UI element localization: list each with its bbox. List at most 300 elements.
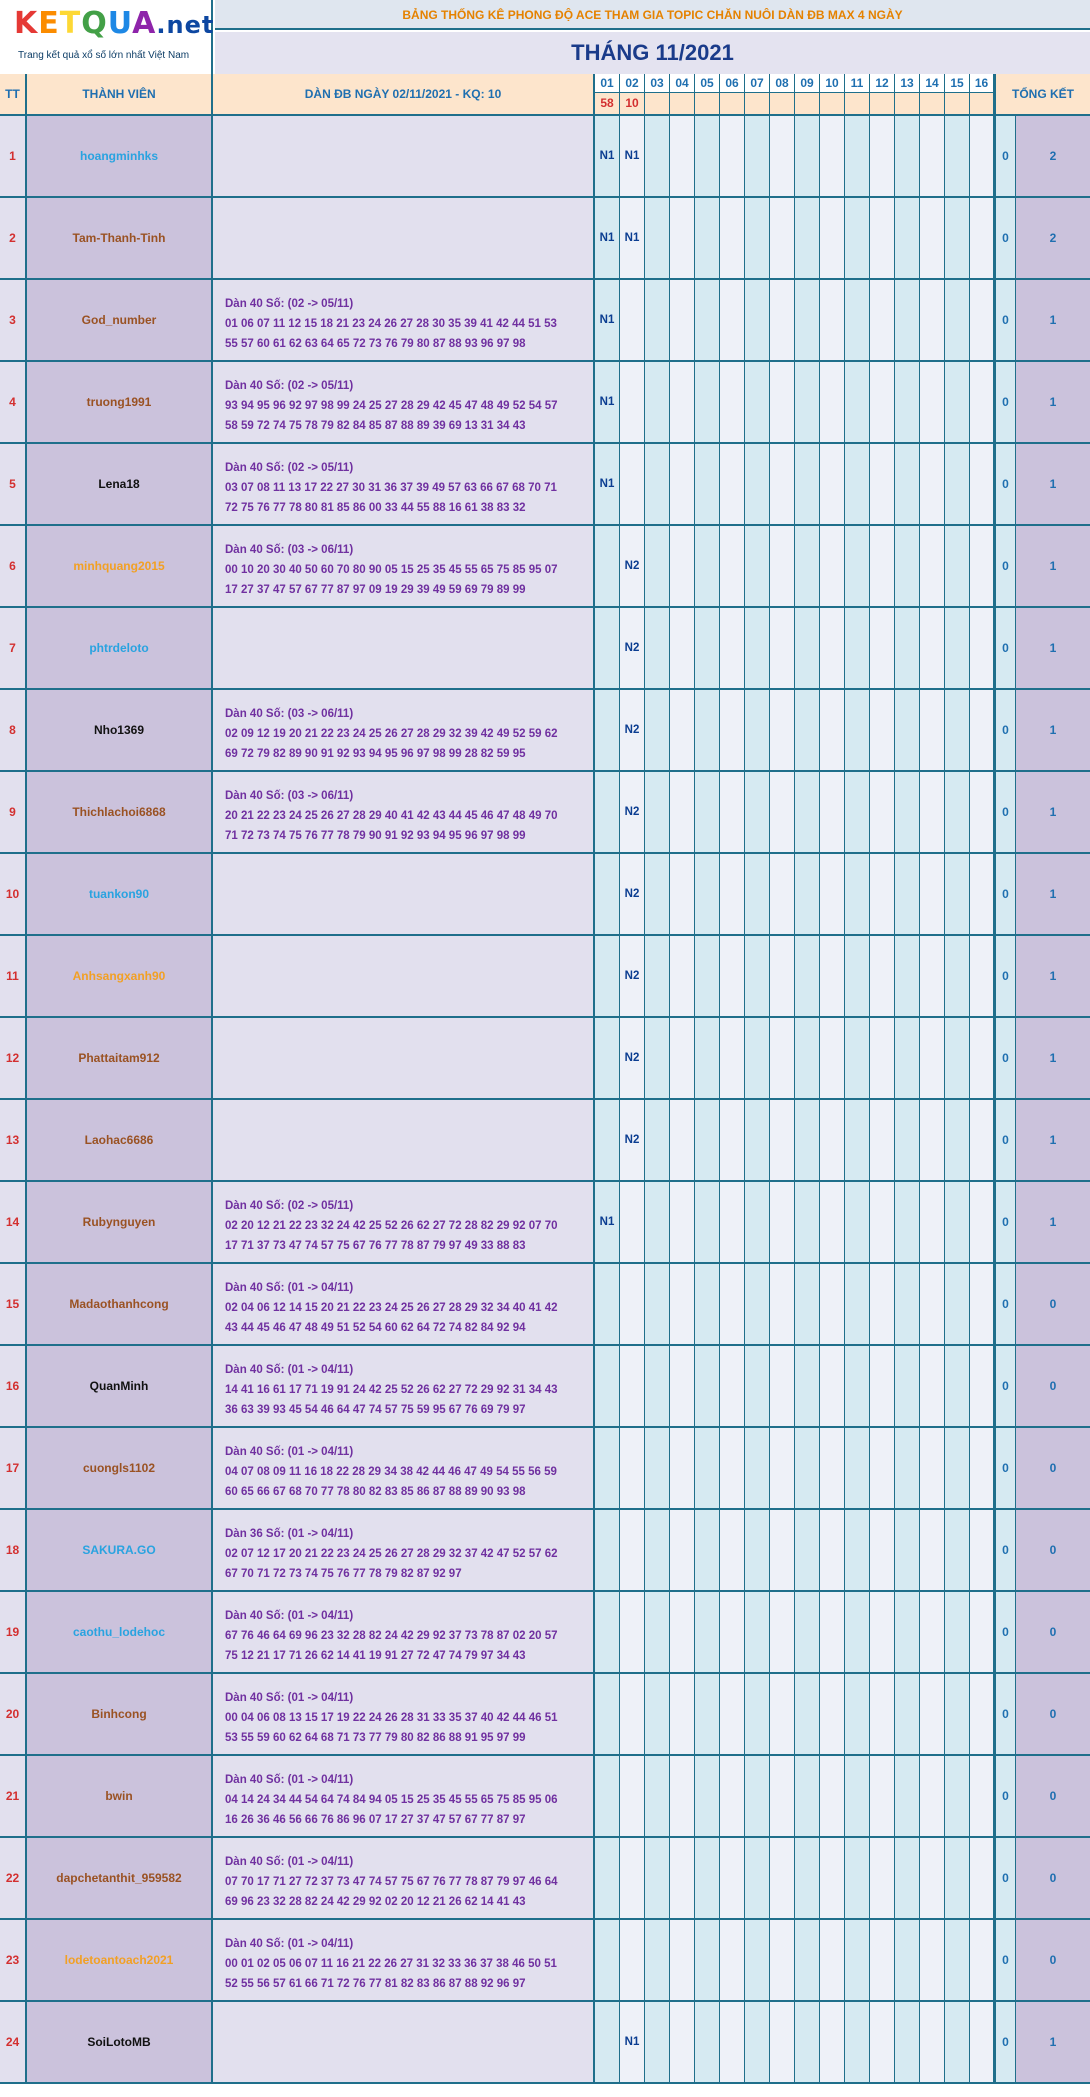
day-cell [795, 280, 820, 360]
member-name[interactable]: caothu_lodehoc [27, 1592, 213, 1672]
day-cell [670, 1018, 695, 1098]
day-cell [695, 936, 720, 1016]
dan-title: Dàn 40 Số: (03 -> 06/11) [225, 544, 354, 556]
day-cell [945, 1838, 970, 1918]
day-cell [970, 444, 994, 524]
day-cell [595, 1920, 620, 2000]
day-header [845, 74, 870, 116]
total-score: 2 [1016, 198, 1090, 278]
dan-numbers [213, 1100, 595, 1180]
row-index: 14 [0, 1182, 27, 1262]
day-cell [970, 362, 994, 442]
dan-numbers [213, 2002, 595, 2082]
miss-count: 0 [994, 1346, 1016, 1426]
dan-numbers [213, 854, 595, 934]
header-member: THÀNH VIÊN [27, 74, 213, 116]
day-cell [620, 362, 645, 442]
day-cell [695, 198, 720, 278]
day-cell [845, 1838, 870, 1918]
day-cell [645, 116, 670, 196]
day-cell [695, 1018, 720, 1098]
miss-count: 0 [994, 1592, 1016, 1672]
member-name[interactable]: Madaothanhcong [27, 1264, 213, 1344]
day-cell [620, 1182, 645, 1262]
day-header [695, 74, 720, 116]
dan-line: 71 72 73 74 75 76 77 78 79 90 91 92 93 94 95 96 97 98 99 [225, 830, 526, 842]
day-cell [970, 116, 994, 196]
day-cell [645, 690, 670, 770]
miss-count: 0 [994, 1428, 1016, 1508]
dan-numbers [213, 1510, 595, 1590]
day-cell [920, 1756, 945, 1836]
day-cell [595, 1756, 620, 1836]
day-cell [870, 116, 895, 196]
day-cell [795, 2002, 820, 2082]
day-cell [695, 772, 720, 852]
day-cell [895, 1346, 920, 1426]
day-cell [595, 2002, 620, 2082]
day-cell [670, 1756, 695, 1836]
day-cell [945, 936, 970, 1016]
day-cell [595, 1264, 620, 1344]
day-cell [895, 1756, 920, 1836]
member-name[interactable]: tuankon90 [27, 854, 213, 934]
day-cell [970, 1346, 994, 1426]
day-cell [920, 198, 945, 278]
table-row [0, 1920, 1090, 2002]
dan-line: 58 59 72 74 75 78 79 82 84 85 87 88 89 39 69 13 31 34 43 [225, 420, 526, 432]
member-name[interactable]: hoangminhks [27, 116, 213, 196]
dan-line: 14 41 16 61 17 71 19 91 24 42 25 52 26 62 27 72 29 92 31 34 43 [225, 1384, 558, 1396]
day-cell [620, 1838, 645, 1918]
member-name[interactable]: Tam-Thanh-Tinh [27, 198, 213, 278]
member-name[interactable]: phtrdeloto [27, 608, 213, 688]
member-name[interactable]: minhquang2015 [27, 526, 213, 606]
table-row [0, 444, 1090, 526]
day-cell [795, 444, 820, 524]
day-cell [870, 526, 895, 606]
day-cell [645, 1510, 670, 1590]
day-result [745, 93, 769, 114]
day-cell [595, 608, 620, 688]
dan-title: Dàn 40 Số: (01 -> 04/11) [225, 1282, 354, 1294]
site-logo[interactable] [0, 0, 213, 74]
day-cell [620, 1756, 645, 1836]
day-cell [670, 608, 695, 688]
day-cell [820, 936, 845, 1016]
day-cell [745, 1838, 770, 1918]
day-cell [820, 362, 845, 442]
dan-numbers [213, 1920, 595, 2000]
day-cell [695, 1756, 720, 1836]
day-cell [670, 1592, 695, 1672]
day-cell [770, 1018, 795, 1098]
dan-numbers [213, 198, 595, 278]
day-cell [970, 2002, 994, 2082]
dan-title: Dàn 40 Số: (02 -> 05/11) [225, 1200, 354, 1212]
day-cell [770, 362, 795, 442]
day-number: 01 [595, 74, 619, 93]
day-number: 06 [720, 74, 744, 93]
day-cell [970, 1920, 994, 2000]
row-index: 23 [0, 1920, 27, 2000]
day-cell: N1 [595, 362, 620, 442]
day-cell [770, 1838, 795, 1918]
member-name[interactable]: SAKURA.GO [27, 1510, 213, 1590]
row-index: 13 [0, 1100, 27, 1180]
day-cell [720, 1264, 745, 1344]
day-cell [695, 1346, 720, 1426]
day-cell [720, 444, 745, 524]
member-name[interactable]: Nho1369 [27, 690, 213, 770]
dan-numbers [213, 1018, 595, 1098]
row-index: 12 [0, 1018, 27, 1098]
total-score: 1 [1016, 362, 1090, 442]
day-cell [770, 1346, 795, 1426]
dan-title: Dàn 40 Số: (01 -> 04/11) [225, 1692, 354, 1704]
member-name[interactable]: Binhcong [27, 1674, 213, 1754]
member-name[interactable]: Lena18 [27, 444, 213, 524]
day-cell [920, 1592, 945, 1672]
day-cell [795, 526, 820, 606]
dan-line: 17 27 37 47 57 67 77 87 97 09 19 29 39 49 59 69 79 89 99 [225, 584, 526, 596]
table-row [0, 772, 1090, 854]
dan-numbers [213, 526, 595, 606]
row-index: 17 [0, 1428, 27, 1508]
banner-subtitle: BẢNG THỐNG KÊ PHONG ĐỘ ACE THAM GIA TOPIC CHĂN NUÔI DÀN ĐB MAX 4 NGÀY [215, 0, 1090, 30]
day-cell [845, 1428, 870, 1508]
table-row [0, 198, 1090, 280]
dan-line: 75 12 21 17 71 26 62 14 41 19 91 27 72 47 74 79 97 34 43 [225, 1650, 526, 1662]
total-score: 1 [1016, 1100, 1090, 1180]
day-cell [820, 2002, 845, 2082]
day-cell [670, 1264, 695, 1344]
day-cell [920, 1674, 945, 1754]
day-cell [870, 1756, 895, 1836]
day-cell [845, 362, 870, 442]
day-cell [745, 1510, 770, 1590]
member-name[interactable]: Anhsangxanh90 [27, 936, 213, 1016]
day-cell [645, 936, 670, 1016]
total-score: 1 [1016, 526, 1090, 606]
member-name[interactable]: QuanMinh [27, 1346, 213, 1426]
day-cell [795, 936, 820, 1016]
day-cell [645, 854, 670, 934]
day-cell [945, 444, 970, 524]
day-cell [920, 1920, 945, 2000]
day-cell [795, 1510, 820, 1590]
dan-line: 00 01 02 05 06 07 11 16 21 22 26 27 31 32 33 36 37 38 46 50 51 [225, 1958, 557, 1970]
day-cell [670, 1100, 695, 1180]
day-cell [920, 280, 945, 360]
day-cell [820, 526, 845, 606]
day-header [645, 74, 670, 116]
day-result [895, 93, 919, 114]
table-row [0, 608, 1090, 690]
logo-tagline: Trang kết quả xổ số lớn nhất Việt Nam [18, 50, 190, 61]
day-cell [670, 1182, 695, 1262]
day-cell [770, 526, 795, 606]
day-cell [645, 2002, 670, 2082]
dan-line: 04 14 24 34 44 54 64 74 84 94 05 15 25 35 45 55 65 75 85 95 06 [225, 1794, 558, 1806]
day-cell [895, 1920, 920, 2000]
dan-numbers [213, 1838, 595, 1918]
total-score: 1 [1016, 280, 1090, 360]
miss-count: 0 [994, 936, 1016, 1016]
day-cell [645, 198, 670, 278]
day-cell [595, 526, 620, 606]
dan-line: 69 96 23 32 28 82 24 42 29 92 02 20 12 21 26 62 14 41 43 [225, 1896, 526, 1908]
member-name[interactable]: dapchetanthit_959582 [27, 1838, 213, 1918]
day-cell [795, 608, 820, 688]
member-name[interactable]: Thichlachoi6868 [27, 772, 213, 852]
header-dan: DÀN ĐB NGÀY 02/11/2021 - KQ: 10 [213, 74, 595, 116]
dan-numbers [213, 1264, 595, 1344]
member-name[interactable]: bwin [27, 1756, 213, 1836]
table-row [0, 854, 1090, 936]
total-score: 0 [1016, 1674, 1090, 1754]
day-cell [695, 1428, 720, 1508]
miss-count: 0 [994, 1510, 1016, 1590]
day-cell: N2 [620, 1100, 645, 1180]
day-cell [770, 1100, 795, 1180]
day-cell [895, 116, 920, 196]
day-number: 16 [970, 74, 993, 93]
day-cell [920, 1100, 945, 1180]
day-cell [920, 1018, 945, 1098]
day-header [870, 74, 895, 116]
member-name[interactable]: God_number [27, 280, 213, 360]
day-cell [770, 2002, 795, 2082]
day-cell [745, 1100, 770, 1180]
day-cell: N2 [620, 690, 645, 770]
miss-count: 0 [994, 198, 1016, 278]
day-cell [595, 1428, 620, 1508]
day-result [870, 93, 894, 114]
day-cell [695, 362, 720, 442]
day-cell [670, 690, 695, 770]
table-row [0, 1264, 1090, 1346]
dan-title: Dàn 40 Số: (02 -> 05/11) [225, 298, 354, 310]
day-cell [895, 2002, 920, 2082]
day-cell [695, 1182, 720, 1262]
table-row [0, 1428, 1090, 1510]
dan-line: 02 09 12 19 20 21 22 23 24 25 26 27 28 29 32 39 42 49 52 59 62 [225, 728, 558, 740]
day-cell [770, 1264, 795, 1344]
day-cell [895, 1264, 920, 1344]
day-cell [595, 690, 620, 770]
day-cell [645, 1592, 670, 1672]
miss-count: 0 [994, 772, 1016, 852]
day-cell [945, 1592, 970, 1672]
day-cell [620, 1428, 645, 1508]
day-cell [720, 772, 745, 852]
day-cell [745, 1182, 770, 1262]
day-cell [870, 1510, 895, 1590]
day-cell [945, 1100, 970, 1180]
dan-title: Dàn 40 Số: (01 -> 04/11) [225, 1938, 354, 1950]
day-cell [870, 2002, 895, 2082]
day-cell [695, 1100, 720, 1180]
table-row [0, 2002, 1090, 2084]
member-name[interactable]: Rubynguyen [27, 1182, 213, 1262]
day-result [970, 93, 993, 114]
table-row [0, 362, 1090, 444]
total-score: 2 [1016, 116, 1090, 196]
day-header [895, 74, 920, 116]
day-cell [970, 936, 994, 1016]
day-cell [920, 362, 945, 442]
table-row [0, 1838, 1090, 1920]
header-tt: TT [0, 74, 27, 116]
day-header [720, 74, 745, 116]
day-cell [745, 444, 770, 524]
day-number: 05 [695, 74, 719, 93]
miss-count: 0 [994, 608, 1016, 688]
day-result: 10 [620, 93, 644, 114]
day-cell [695, 280, 720, 360]
day-cell [845, 1920, 870, 2000]
miss-count: 0 [994, 2002, 1016, 2082]
miss-count: 0 [994, 1100, 1016, 1180]
day-cell [720, 1756, 745, 1836]
day-cell [720, 854, 745, 934]
day-cell [695, 1920, 720, 2000]
day-cell [970, 1100, 994, 1180]
miss-count: 0 [994, 854, 1016, 934]
total-score: 1 [1016, 854, 1090, 934]
member-name[interactable]: SoiLotoMB [27, 2002, 213, 2082]
dan-line: 55 57 60 61 62 63 64 65 72 73 76 79 80 87 88 93 96 97 98 [225, 338, 526, 350]
day-result [920, 93, 944, 114]
dan-numbers [213, 1346, 595, 1426]
day-cell [745, 526, 770, 606]
day-cell [845, 608, 870, 688]
day-result [820, 93, 844, 114]
day-cell [845, 280, 870, 360]
day-cell [920, 1510, 945, 1590]
dan-line: 72 75 76 77 78 80 81 85 86 00 33 44 55 88 16 61 38 83 32 [225, 502, 526, 514]
table-row [0, 1756, 1090, 1838]
dan-numbers [213, 280, 595, 360]
day-cell [720, 1920, 745, 2000]
day-header [670, 74, 695, 116]
day-cell [820, 1838, 845, 1918]
day-cell [770, 116, 795, 196]
day-cell [595, 1674, 620, 1754]
day-cell [645, 1346, 670, 1426]
dan-title: Dàn 40 Số: (01 -> 04/11) [225, 1364, 354, 1376]
table-row [0, 526, 1090, 608]
row-index: 21 [0, 1756, 27, 1836]
day-cell [870, 854, 895, 934]
header-total: TỔNG KẾT [994, 74, 1090, 116]
day-cell [895, 936, 920, 1016]
day-number: 03 [645, 74, 669, 93]
day-number: 11 [845, 74, 869, 93]
member-name[interactable]: truong1991 [27, 362, 213, 442]
day-cell [945, 772, 970, 852]
day-cell [870, 362, 895, 442]
row-index: 22 [0, 1838, 27, 1918]
day-cell [620, 444, 645, 524]
day-cell [945, 1510, 970, 1590]
day-cell [695, 608, 720, 688]
day-cell [870, 1674, 895, 1754]
day-cell [920, 116, 945, 196]
day-result [845, 93, 869, 114]
page-title: THÁNG 11/2021 [215, 32, 1090, 74]
day-cell [795, 362, 820, 442]
miss-count: 0 [994, 1920, 1016, 2000]
member-name[interactable]: Laohac6686 [27, 1100, 213, 1180]
day-cell [920, 1182, 945, 1262]
total-score: 1 [1016, 936, 1090, 1016]
day-cell [695, 116, 720, 196]
day-cell [870, 1920, 895, 2000]
day-cell [645, 772, 670, 852]
table-row [0, 1346, 1090, 1428]
day-cell [895, 1428, 920, 1508]
day-cell [770, 1756, 795, 1836]
day-cell [920, 1838, 945, 1918]
day-cell [795, 1838, 820, 1918]
day-cell [745, 2002, 770, 2082]
day-header [745, 74, 770, 116]
day-cell [770, 936, 795, 1016]
miss-count: 0 [994, 690, 1016, 770]
day-cell: N1 [620, 198, 645, 278]
day-number: 04 [670, 74, 694, 93]
day-cell [745, 116, 770, 196]
table-row [0, 1100, 1090, 1182]
member-name[interactable]: Phattaitam912 [27, 1018, 213, 1098]
member-name[interactable]: lodetoantoach2021 [27, 1920, 213, 2000]
day-cell: N1 [620, 116, 645, 196]
day-cell [845, 772, 870, 852]
member-name[interactable]: cuongls1102 [27, 1428, 213, 1508]
day-cell [945, 526, 970, 606]
day-cell [820, 1264, 845, 1344]
day-cell [645, 1756, 670, 1836]
dan-title: Dàn 40 Số: (02 -> 05/11) [225, 462, 354, 474]
day-cell [970, 198, 994, 278]
dan-line: 16 26 36 46 56 66 76 86 96 07 17 27 37 47 57 67 77 87 97 [225, 1814, 526, 1826]
day-cell: N2 [620, 772, 645, 852]
day-cell [820, 116, 845, 196]
dan-title: Dàn 40 Số: (01 -> 04/11) [225, 1610, 354, 1622]
day-result [670, 93, 694, 114]
day-cell [820, 608, 845, 688]
row-index: 18 [0, 1510, 27, 1590]
day-cell [870, 772, 895, 852]
day-cell [745, 936, 770, 1016]
day-cell [795, 1674, 820, 1754]
day-result [645, 93, 669, 114]
row-index: 20 [0, 1674, 27, 1754]
dan-line: 00 04 06 08 13 15 17 19 22 24 26 28 31 33 35 37 40 42 44 46 51 [225, 1712, 558, 1724]
day-cell [970, 526, 994, 606]
day-cell [795, 1182, 820, 1262]
day-cell [820, 198, 845, 278]
day-cell [720, 116, 745, 196]
day-cell [620, 1264, 645, 1344]
total-score: 1 [1016, 690, 1090, 770]
row-index: 9 [0, 772, 27, 852]
day-cell [745, 280, 770, 360]
day-cell [770, 772, 795, 852]
day-cell [795, 1264, 820, 1344]
